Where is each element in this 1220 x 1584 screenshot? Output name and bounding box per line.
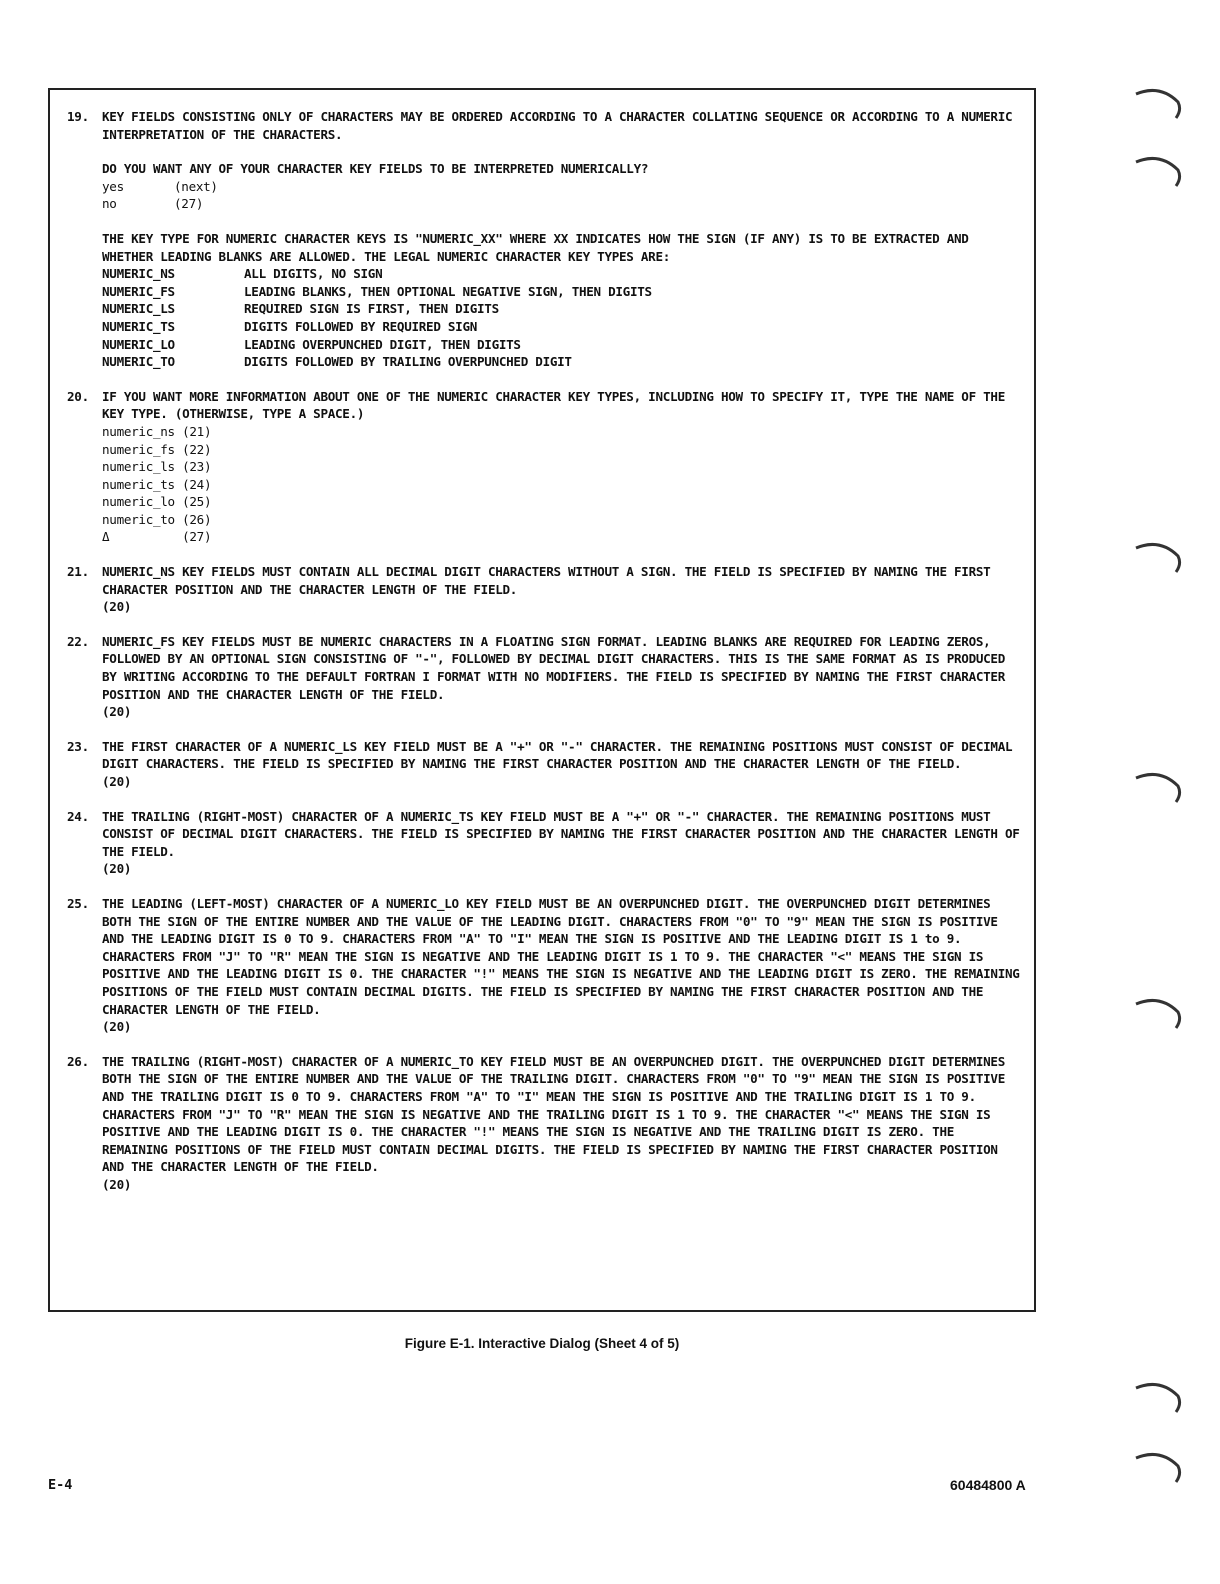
option-line: numeric_to (26): [102, 511, 212, 527]
item-25: [64, 895, 1022, 1036]
option-line: numeric_lo (25): [102, 494, 212, 510]
type-row: [102, 265, 1022, 283]
dialog-figure-frame: [48, 88, 1036, 1312]
option-value: no: [102, 196, 117, 212]
item-19: [64, 108, 1022, 371]
option-value: yes: [102, 178, 124, 194]
option-line: numeric_fs (22): [102, 441, 212, 457]
binder-hole-icon: [1132, 768, 1184, 810]
type-desc: REQUIRED SIGN IS FIRST, THEN DIGITS: [244, 301, 499, 317]
item-21: [64, 563, 1022, 616]
binder-hole-icon: [1132, 994, 1184, 1036]
type-row: [102, 336, 1022, 354]
item-number: 21.: [67, 564, 89, 580]
type-name: NUMERIC_TO: [102, 354, 175, 370]
option-line: numeric_ls (23): [102, 459, 212, 475]
option-target: (next): [174, 178, 218, 194]
binder-hole-icon: [1132, 84, 1184, 126]
item-paragraph: NUMERIC_NS KEY FIELDS MUST CONTAIN ALL DECIMAL DIGIT CHARACTERS WITHOUT A SIGN. THE FIELD IS SPECIFIED BY NAMING THE FIRST CHARACTER POSITION AND THE CHARACTER LENGTH OF THE FIELD.: [102, 564, 991, 597]
item-number: 26.: [67, 1053, 89, 1069]
option-line: Δ (27): [102, 529, 212, 545]
type-desc: LEADING OVERPUNCHED DIGIT, THEN DIGITS: [244, 336, 521, 352]
item-return: (20): [102, 861, 132, 877]
item-number: 24.: [67, 808, 89, 824]
type-row: [102, 283, 1022, 301]
type-name: NUMERIC_LO: [102, 336, 175, 352]
document-number: 60484800 A: [950, 1477, 1026, 1493]
item-number: 19.: [67, 109, 89, 124]
figure-caption: Figure E-1. Interactive Dialog (Sheet 4 of 5): [404, 1336, 680, 1351]
item-number: 22.: [67, 633, 89, 649]
item-23: [64, 738, 1022, 791]
item-number: 20.: [67, 388, 89, 404]
type-desc: ALL DIGITS, NO SIGN: [244, 266, 383, 282]
type-row: [102, 300, 1022, 318]
option-target: (27): [174, 196, 204, 212]
dialog-content: [64, 108, 1022, 1210]
option-row: [102, 195, 1022, 213]
item-number: 25.: [67, 895, 89, 911]
item-question: DO YOU WANT ANY OF YOUR CHARACTER KEY FIELDS TO BE INTERPRETED NUMERICALLY?: [102, 161, 649, 177]
item-24: [64, 808, 1022, 878]
type-name: NUMERIC_NS: [102, 266, 175, 282]
type-desc: LEADING BLANKS, THEN OPTIONAL NEGATIVE SIGN, THEN DIGITS: [244, 283, 652, 299]
option-row: [102, 178, 1022, 196]
item-paragraph: THE TRAILING (RIGHT-MOST) CHARACTER OF A NUMERIC_TO KEY FIELD MUST BE AN OVERPUNCHED DIGIT. THE OVERPUNCHED DIGIT DETERMINES BOTH THE SIGN OF THE ENTIRE NUMBER AND THE VALUE OF THE TRAILING DIGIT. CHARACTERS FROM "0" TO "9" MEAN THE SIGN IS POSITIVE AND THE TRAILING DIGIT IS 0 TO 9. CHARACTERS FROM "A" TO "I" MEAN THE SIGN IS POSITIVE AND THE TRAILING DIGIT IS 1 TO 9. CHARACTERS FROM "J" TO "R" MEAN THE SIGN IS NEGATIVE AND THE TRAILING DIGIT IS 1 TO 9. THE CHARACTER "<" MEANS THE SIGN IS POSITIVE AND THE LEADING DIGIT IS 0. THE CHARACTER "!" MEANS THE SIGN IS NEGATIVE AND THE TRAILING DIGIT IS ZERO. THE REMAINING POSITIONS OF THE FIELD MUST CONTAIN DECIMAL DIGITS. THE FIELD IS SPECIFIED BY NAMING THE FIRST CHARACTER POSITION AND THE CHARACTER LENGTH OF THE FIELD.: [102, 1053, 1005, 1175]
page-number: E-4: [48, 1477, 73, 1493]
item-number: 23.: [67, 738, 89, 754]
type-name: NUMERIC_FS: [102, 283, 175, 299]
binder-hole-icon: [1132, 1378, 1184, 1420]
item-paragraph: KEY FIELDS CONSISTING ONLY OF CHARACTERS MAY BE ORDERED ACCORDING TO A CHARACTER COLLATING SEQUENCE OR ACCORDING TO A NUMERIC INTERPRETATION OF THE CHARACTERS.: [102, 109, 1013, 142]
option-line: numeric_ts (24): [102, 476, 212, 492]
type-row: [102, 318, 1022, 336]
item-return: (20): [102, 1176, 132, 1192]
item-paragraph: IF YOU WANT MORE INFORMATION ABOUT ONE OF THE NUMERIC CHARACTER KEY TYPES, INCLUDING HOW TO SPECIFY IT, TYPE THE NAME OF THE KEY TYPE. (OTHERWISE, TYPE A SPACE.): [102, 388, 1005, 422]
item-return: (20): [102, 704, 132, 720]
binder-hole-icon: [1132, 152, 1184, 194]
option-line: numeric_ns (21): [102, 423, 212, 439]
type-name: NUMERIC_TS: [102, 318, 175, 334]
item-20: [64, 388, 1022, 546]
item-paragraph: THE FIRST CHARACTER OF A NUMERIC_LS KEY FIELD MUST BE A "+" OR "-" CHARACTER. THE REMAINING POSITIONS MUST CONSIST OF DECIMAL DIGIT CHARACTERS. THE FIELD IS SPECIFIED BY NAMING THE FIRST CHARACTER POSITION AND THE CHARACTER LENGTH OF THE FIELD.: [102, 738, 1013, 772]
type-desc: DIGITS FOLLOWED BY TRAILING OVERPUNCHED DIGIT: [244, 354, 572, 370]
type-desc: DIGITS FOLLOWED BY REQUIRED SIGN: [244, 318, 478, 334]
types-intro: THE KEY TYPE FOR NUMERIC CHARACTER KEYS IS "NUMERIC_XX" WHERE XX INDICATES HOW THE SIGN (IF ANY) IS TO BE EXTRACTED AND WHETHER LEADING BLANKS ARE ALLOWED. THE LEGAL NUMERIC CHARACTER KEY TYPES ARE:: [102, 230, 969, 264]
item-return: (20): [102, 774, 132, 789]
item-return: (20): [102, 599, 132, 615]
binder-hole-icon: [1132, 538, 1184, 580]
item-paragraph: NUMERIC_FS KEY FIELDS MUST BE NUMERIC CHARACTERS IN A FLOATING SIGN FORMAT. LEADING BLANKS ARE REQUIRED FOR LEADING ZEROS, FOLLOWED BY AN OPTIONAL SIGN CONSISTING OF "-", FOLLOWED BY DECIMAL DIGIT CHARACTERS. THIS IS THE SAME FORMAT AS IS PRODUCED BY WRITING ACCORDING TO THE DEFAULT FORTRAN I FORMAT WITH NO MODIFIERS. THE FIELD IS SPECIFIED BY NAMING THE FIRST CHARACTER POSITION AND THE CHARACTER LENGTH OF THE FIELD.: [102, 633, 1005, 702]
type-name: NUMERIC_LS: [102, 301, 175, 317]
type-row: [102, 353, 1022, 371]
item-paragraph: THE TRAILING (RIGHT-MOST) CHARACTER OF A NUMERIC_TS KEY FIELD MUST BE A "+" OR "-" CHARACTER. THE REMAINING POSITIONS MUST CONSIST OF DECIMAL DIGIT CHARACTERS. THE FIELD IS SPECIFIED BY NAMING THE FIRST CHARACTER POSITION AND THE CHARACTER LENGTH OF THE FIELD.: [102, 808, 1020, 859]
item-return: (20): [102, 1019, 132, 1035]
item-26: [64, 1053, 1022, 1194]
item-22: [64, 633, 1022, 721]
item-paragraph: THE LEADING (LEFT-MOST) CHARACTER OF A NUMERIC_LO KEY FIELD MUST BE AN OVERPUNCHED DIGIT. THE OVERPUNCHED DIGIT DETERMINES BOTH THE SIGN OF THE ENTIRE NUMBER AND THE VALUE OF THE LEADING DIGIT. CHARACTERS FROM "0" TO "9" MEAN THE SIGN IS POSITIVE AND THE LEADING DIGIT IS 0 TO 9. CHARACTERS FROM "A" TO "I" MEAN THE SIGN IS POSITIVE AND THE LEADING DIGIT IS 1 to 9. CHARACTERS FROM "J" TO "R" MEAN THE SIGN IS NEGATIVE AND THE LEADING DIGIT IS 1 TO 9. THE CHARACTER "<" MEANS THE SIGN IS POSITIVE AND THE LEADING DIGIT IS 0. THE CHARACTER "!" MEANS THE SIGN IS NEGATIVE AND THE LEADING DIGIT IS ZERO. THE REMAINING POSITIONS OF THE FIELD MUST CONTAIN DECIMAL DIGITS. THE FIELD IS SPECIFIED BY NAMING THE FIRST CHARACTER POSITION AND THE CHARACTER LENGTH OF THE FIELD.: [102, 895, 1020, 1017]
binder-hole-icon: [1132, 1448, 1184, 1490]
